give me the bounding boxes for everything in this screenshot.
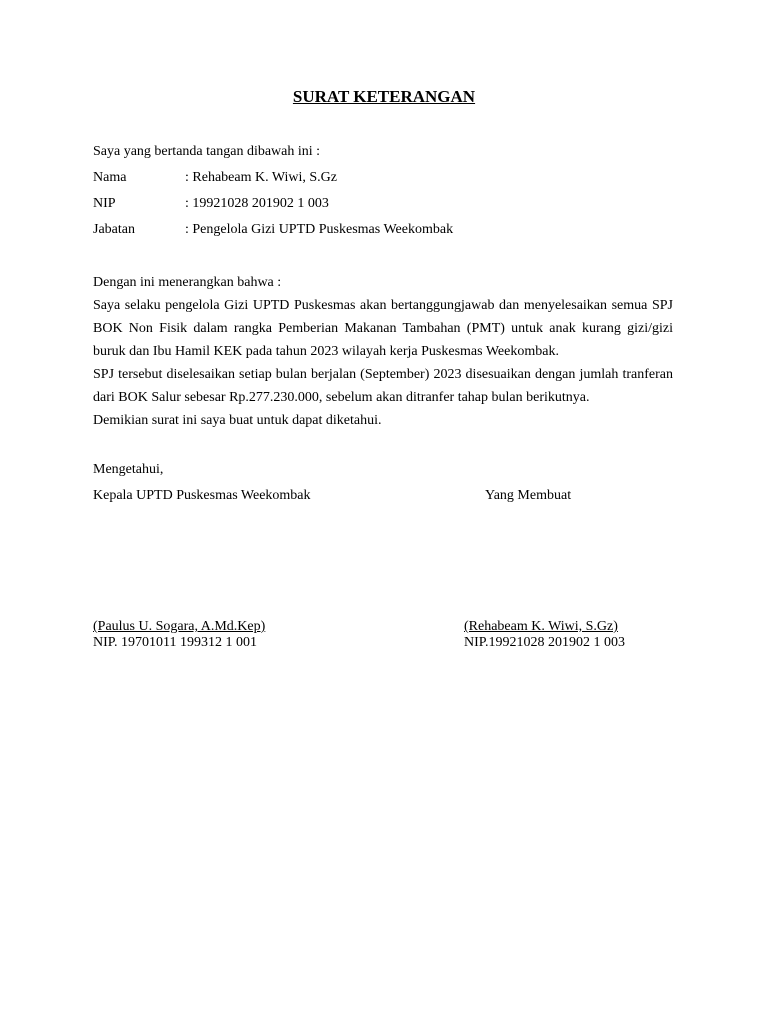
paragraph-responsibility: Saya selaku pengelola Gizi UPTD Puskesmas akan bertanggungjawab dan menyelesaikan semua SPJ BOK Non Fisik dalam rangka Pemberian Makanan Tambahan (PMT) untuk anak kurang gizi/gizi buruk dan Ibu Hamil KEK pada tahun 2023 wilayah kerja Puskesmas Weekombak. bbox=[93, 298, 673, 359]
field-value: : Pengelola Gizi UPTD Puskesmas Weekombak bbox=[185, 222, 454, 237]
left-signer-block bbox=[93, 619, 265, 651]
field-value: : 19921028 201902 1 003 bbox=[185, 196, 329, 211]
field-row-nip bbox=[93, 196, 329, 212]
field-label: Jabatan bbox=[93, 222, 135, 237]
right-signer-name: (Rehabeam K. Wiwi, S.Gz) bbox=[464, 619, 618, 634]
statement-intro: Dengan ini menerangkan bahwa : bbox=[93, 275, 282, 290]
right-signer-block bbox=[464, 619, 625, 651]
document-title: SURAT KETERANGAN bbox=[292, 87, 476, 106]
field-label: Nama bbox=[93, 170, 127, 185]
closing-text: Demikian surat ini saya buat untuk dapat diketahui. bbox=[93, 413, 382, 428]
field-row-nama bbox=[93, 170, 337, 186]
acknowledged-label: Mengetahui, bbox=[93, 462, 164, 477]
right-signer-nip: NIP.19921028 201902 1 003 bbox=[464, 635, 626, 650]
intro-text: Saya yang bertanda tangan dibawah ini : bbox=[93, 144, 321, 159]
field-row-jabatan bbox=[93, 222, 453, 238]
right-signer-role: Yang Membuat bbox=[485, 488, 572, 503]
left-signer-nip: NIP. 19701011 199312 1 001 bbox=[93, 635, 257, 650]
field-label: NIP bbox=[93, 196, 116, 211]
paragraph-settlement: SPJ tersebut diselesaikan setiap bulan berjalan (September) 2023 disesuaikan dengan jumlah tranferan dari BOK Salur sebesar Rp.277.230.000, sebelum akan ditranfer tahap bulan berikutnya. bbox=[93, 367, 673, 405]
field-value: : Rehabeam K. Wiwi, S.Gz bbox=[185, 170, 337, 185]
left-signer-name: (Paulus U. Sogara, A.Md.Kep) bbox=[93, 619, 266, 634]
left-signer-role: Kepala UPTD Puskesmas Weekombak bbox=[93, 488, 311, 503]
